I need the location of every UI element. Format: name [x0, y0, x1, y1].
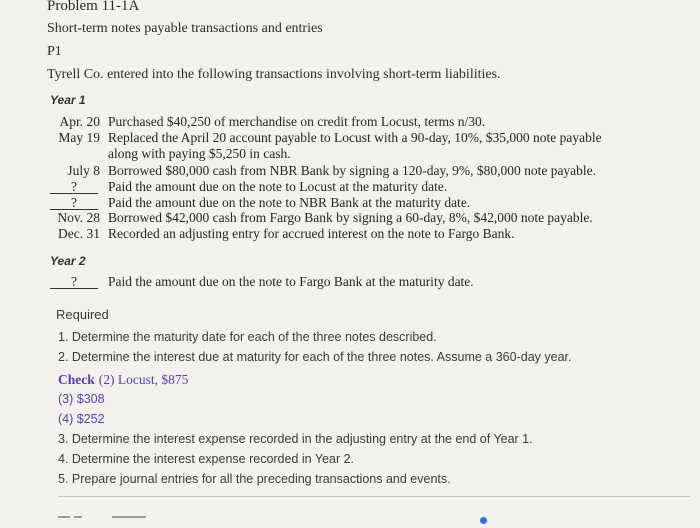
txn-date-blank: ? — [50, 274, 98, 290]
required-item: 2. Determine the interest due at maturity for each of the three notes. Assume a 360-day year. — [58, 350, 572, 364]
txn-date-blank: ? — [50, 195, 98, 211]
txn-text-continued: along with paying $5,250 in cash. — [108, 146, 291, 161]
txn-date: Nov. 28 — [57, 210, 100, 225]
check-label: Check — [58, 372, 95, 387]
txn-text: Replaced the April 20 account payable to Locust with a 90-day, 10%, $35,000 note payable — [108, 130, 602, 145]
txn-text: Borrowed $80,000 cash from NBR Bank by signing a 120-day, 9%, $80,000 note payable. — [108, 163, 597, 178]
txn-date: Dec. 31 — [58, 226, 100, 241]
cropped-mark — [58, 516, 70, 518]
problem-intro: Tyrell Co. entered into the following transactions involving short-term liabilities. — [47, 67, 501, 82]
check-line: (3) $308 — [58, 392, 105, 406]
cropped-mark — [74, 516, 82, 518]
txn-text: Paid the amount due on the note to NBR Bank at the maturity date. — [108, 195, 471, 210]
section-divider — [58, 496, 690, 497]
problem-subtitle: Short-term notes payable transactions and entries — [47, 21, 323, 36]
txn-date-blank: ? — [50, 179, 98, 195]
required-item: 1. Determine the maturity date for each of the three notes described. — [58, 330, 437, 344]
problem-title: Problem 11-1A — [47, 0, 140, 14]
check-text: (2) Locust, $875 — [98, 372, 189, 387]
blue-dot-icon — [480, 517, 487, 524]
cropped-mark — [112, 516, 146, 518]
txn-date: Apr. 20 — [59, 114, 100, 129]
txn-text: Purchased $40,250 of merchandise on credit from Locust, terms n/30. — [108, 114, 486, 129]
learning-objective-code: P1 — [47, 44, 62, 59]
required-item: 5. Prepare journal entries for all the preceding transactions and events. — [58, 472, 451, 486]
txn-date: July 8 — [67, 163, 100, 178]
txn-text: Borrowed $42,000 cash from Fargo Bank by signing a 60-day, 8%, $42,000 note payable. — [108, 210, 593, 225]
year2-label: Year 2 — [50, 254, 86, 268]
txn-text: Paid the amount due on the note to Fargo Bank at the maturity date. — [108, 274, 474, 289]
txn-text: Recorded an adjusting entry for accrued interest on the note to Fargo Bank. — [108, 226, 515, 241]
required-heading: Required — [56, 307, 109, 322]
check-answer — [58, 371, 188, 389]
txn-date: May 19 — [58, 130, 100, 145]
year1-label: Year 1 — [50, 93, 86, 107]
txn-text: Paid the amount due on the note to Locust at the maturity date. — [108, 179, 448, 194]
required-item: 4. Determine the interest expense recorded in Year 2. — [58, 452, 355, 466]
check-line: (4) $252 — [58, 412, 105, 426]
required-item: 3. Determine the interest expense recorded in the adjusting entry at the end of Year 1. — [58, 432, 533, 446]
